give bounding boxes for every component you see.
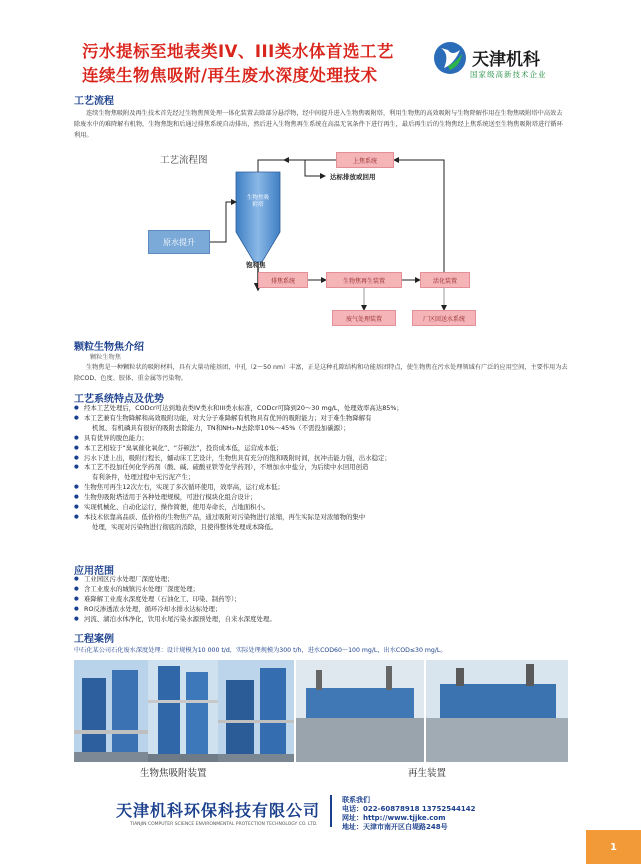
process-heading: 工艺流程	[74, 96, 114, 107]
contact-title: 联系我们	[342, 796, 370, 804]
photo-regeneration-device-2	[426, 660, 568, 762]
title-line-1: 污水提标至地表类IV、III类水体首选工艺	[82, 42, 394, 61]
caption-adsorption: 生物焦吸附装置	[140, 768, 207, 779]
application-item: ● 含工业废水的城镇污水处理厂深度处理；	[74, 585, 574, 595]
activation-device-box: 活化装置	[420, 272, 470, 288]
photo-adsorption-tower-1	[74, 660, 148, 762]
features-list	[74, 404, 574, 533]
feature-item: ● 本技术依靠高品质、低价格的生物焦产品，通过吸附对污染物进行浓缩，再生实际是对浓缩物的集中	[74, 513, 574, 523]
title-line-2: 连续生物焦吸附/再生废水深度处理技术	[82, 66, 378, 85]
water-system-box: 厂区回送水系统	[412, 310, 476, 326]
feature-item: 机氮、有机磷具有很好的吸附去除能力，TN和NH₃-N去除率10%～45%（不需投加碳源）；	[92, 423, 350, 432]
raw-water-box: 原水提升	[148, 230, 210, 254]
address-value: 天津市南开区白堤路248号	[363, 823, 448, 831]
flue-gas-box: 废气处理装置	[332, 310, 396, 326]
feature-item: 处理，实现对污染物进行彻底的消除，且使得整体处理成本降低。	[92, 522, 278, 531]
applications-list	[74, 575, 574, 625]
phone-value[interactable]: 022-60878918 13752544142	[363, 805, 476, 813]
photo-adsorption-tower-3	[218, 660, 294, 762]
photo-adsorption-tower-2	[148, 660, 218, 762]
feature-item: ● 本工艺相较于“臭氧催化氧化”、“芬顿法”，投资成本低，运营成本低；	[74, 444, 574, 454]
case-heading: 工程案例	[74, 634, 114, 645]
case-text: 中石化某公司石化废水深度处理：设计规模为10 000 t/d，实际处理规模为300 t/h，进水COD60～100 mg/L，出水COD≤30 mg/L。	[74, 647, 447, 654]
feature-item: ● 本工艺兼有生物降解和高效吸附功能，对大分子难降解有机物具有优异的吸附能力；对于难生物降解有	[74, 414, 574, 424]
upper-system-box: 上焦系统	[336, 152, 394, 168]
feature-item: ● 具有优异的脱色能力；	[74, 434, 574, 444]
feature-item: ● 生物焦可再生12次左右，实现了多次循环使用，效率高，运行成本低；	[74, 483, 574, 493]
standard-discharge-label: 达标排放或回用	[330, 173, 376, 181]
logo-slogan: 国家级高新技术企业	[470, 70, 547, 79]
phone-label: 电话：	[342, 805, 363, 813]
feature-item: ● 生物焦吸附塔适用于各种处理规模，可进行模块化组合设计；	[74, 493, 574, 503]
feature-item: ● 污水下进上出，吸附行程长，蠕动床工艺设计，生物焦具有充分的饱和吸附时间，抗冲击能力强，出水稳定；	[74, 454, 574, 464]
features-heading: 工艺系统特点及优势	[74, 394, 164, 405]
application-item: ● 河流、湖泊水体净化，饮用水尾污染水源预处理，自来水深度处理。	[74, 615, 574, 625]
feature-item: 有利条件，处理过程中无污泥产生；	[92, 473, 195, 482]
web-label: 网址：	[342, 814, 363, 822]
tower-label: 生物焦吸附塔	[247, 195, 270, 208]
feature-item: ● 实现机械化、自动化运行，操作简便，使用寿命长，占地面积小。	[74, 503, 574, 513]
feature-item: ● 经本工艺处理后，CODcr可达到地表类IV类水和III类水标准，CODcr可降到20～30 mg/L，处理效率高达85%；	[74, 404, 574, 414]
applications-heading: 应用范围	[74, 566, 114, 577]
contact-address	[342, 822, 448, 832]
page-number: 1	[586, 830, 641, 864]
biochar-heading: 颗粒生物焦介绍	[74, 342, 144, 353]
biochar-sub: 颗粒生物焦	[90, 354, 121, 361]
caption-regeneration: 再生装置	[408, 768, 447, 779]
process-text: 连续生物焦吸附及再生技术首先经过生物焦预处理一体化装置去除部分悬浮物，经中间提升进入生物焦吸附塔，利用生物焦的高效吸附与生物降解作用在生物焦吸附塔中高效去除废水中的难降解有机物，生物焦饱和后通过排焦系统自动排出，然后进入生物焦再生系统在高温无氧条件下进行再生，最后再生后的生物焦经上焦系统送至生物焦吸附塔进行循环利用。	[74, 110, 563, 139]
saturated-label: 饱和焦	[246, 261, 266, 269]
photo-regeneration-device-1	[296, 660, 424, 762]
web-link[interactable]: http://www.tjjke.com	[363, 814, 446, 822]
discharge-system-box: 排焦系统	[258, 272, 308, 288]
address-label: 地址：	[342, 823, 363, 831]
feature-item: ● 本工艺不投加任何化学药剂（酸、碱、硫酸亚铁等化学药剂），不增加水中盐分，为后续中水回用创造	[74, 463, 574, 473]
company-name: 天津机科环保科技有限公司	[116, 801, 321, 820]
regen-device-box: 生物焦再生装置	[326, 272, 402, 288]
application-item: ● 工业园区污水处理厂深度处理；	[74, 575, 574, 585]
footer-divider	[330, 795, 332, 827]
application-item: ● RO反渗透浓水处理，循环冷却水排水达标处理；	[74, 605, 574, 615]
application-item: ● 难降解工业废水深度处理（石油化工、印染、制药等）；	[74, 595, 574, 605]
biochar-text: 生物焦是一种颗粒状的吸附材料，具有大量功能基团，中孔（2～50 nm）丰富，正是这种孔隙结构和功能基团特点，使生物焦在污水处理领域有广泛的应用空间，主要作用为去除COD、色度、胶体、重金属等污染物。	[74, 364, 568, 382]
diagram-title: 工艺流程图	[160, 155, 208, 166]
company-name-en: TIANJIN COMPUTER SCIENCE ENVIRONMENTAL PROTECTION TECHNOLOGY CO. LTD.	[130, 822, 318, 827]
logo-name: 天津机科	[472, 50, 540, 70]
